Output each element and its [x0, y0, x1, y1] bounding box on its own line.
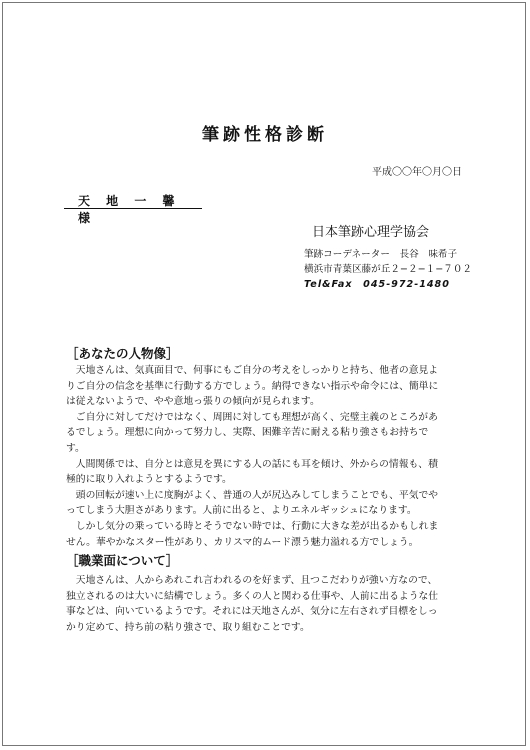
sender-block	[304, 247, 472, 292]
section-body-personality	[66, 363, 446, 550]
organization-name: 日本筆跡心理学協会	[312, 225, 430, 240]
section-body-career	[66, 573, 446, 635]
sender-tel-fax: Tel&Fax 045-972-1480	[304, 279, 450, 290]
sender-role-name: 筆跡コーデネーター 長谷 味希子	[304, 249, 458, 260]
paragraph: 人間関係では、自分とは意見を異にする人の話にも耳を傾け、外からの情報も、積極的に取り入れようとするようです。	[66, 458, 438, 486]
document-title: 筆跡性格診断	[202, 125, 328, 145]
paragraph: ご自分に対してだけではなく、周囲に対しても理想が高く、完璧主義のところがあるでしょう。理想に向かって努力し、実際、困難辛苦に耐える粘り強さもお持ちです。	[66, 411, 438, 454]
section-heading-career: ［職業面について］	[66, 553, 179, 568]
paragraph: 天地さんは、気真面目で、何事にもご自分の考えをしっかりと持ち、他者の意見よりご自分の信念を基準に行動する方でしょう。納得できない指示や命令には、簡単には従えないようで、やや意地っ張りの傾向が見られます。	[66, 365, 439, 408]
recipient-name: 天 地 一 馨 様	[64, 192, 202, 209]
paragraph: しかし気分の乗っている時とそうでない時では、行動に大きな差が出るかもしれません。華やかなスター性があり、カリスマ的ムード漂う魅力溢れる方でしょう。	[66, 520, 439, 548]
section-heading-personality: ［あなたの人物像］	[66, 346, 179, 361]
paragraph: 頭の回転が速い上に度胸がよく、普通の人が尻込みしてしまうことでも、平気でやってしまう大胆さがあります。人前に出ると、よりエネルギッシュになります。	[66, 489, 439, 517]
document-date: 平成〇〇年〇月〇日	[372, 167, 462, 178]
paragraph: 天地さんは、人からあれこれ言われるのを好まず、且つこだわりが強い方なので、独立されるのは大いに結構でしょう。多くの人と関わる仕事や、人前に出るような仕事などは、向いているようです。それには天地さんが、気分に左右されず目標をしっかり定めて、持ち前の粘り強さで、取り組むことです。	[66, 575, 439, 633]
sender-address: 横浜市青葉区藤が丘２−２−１−７０２	[304, 264, 473, 275]
